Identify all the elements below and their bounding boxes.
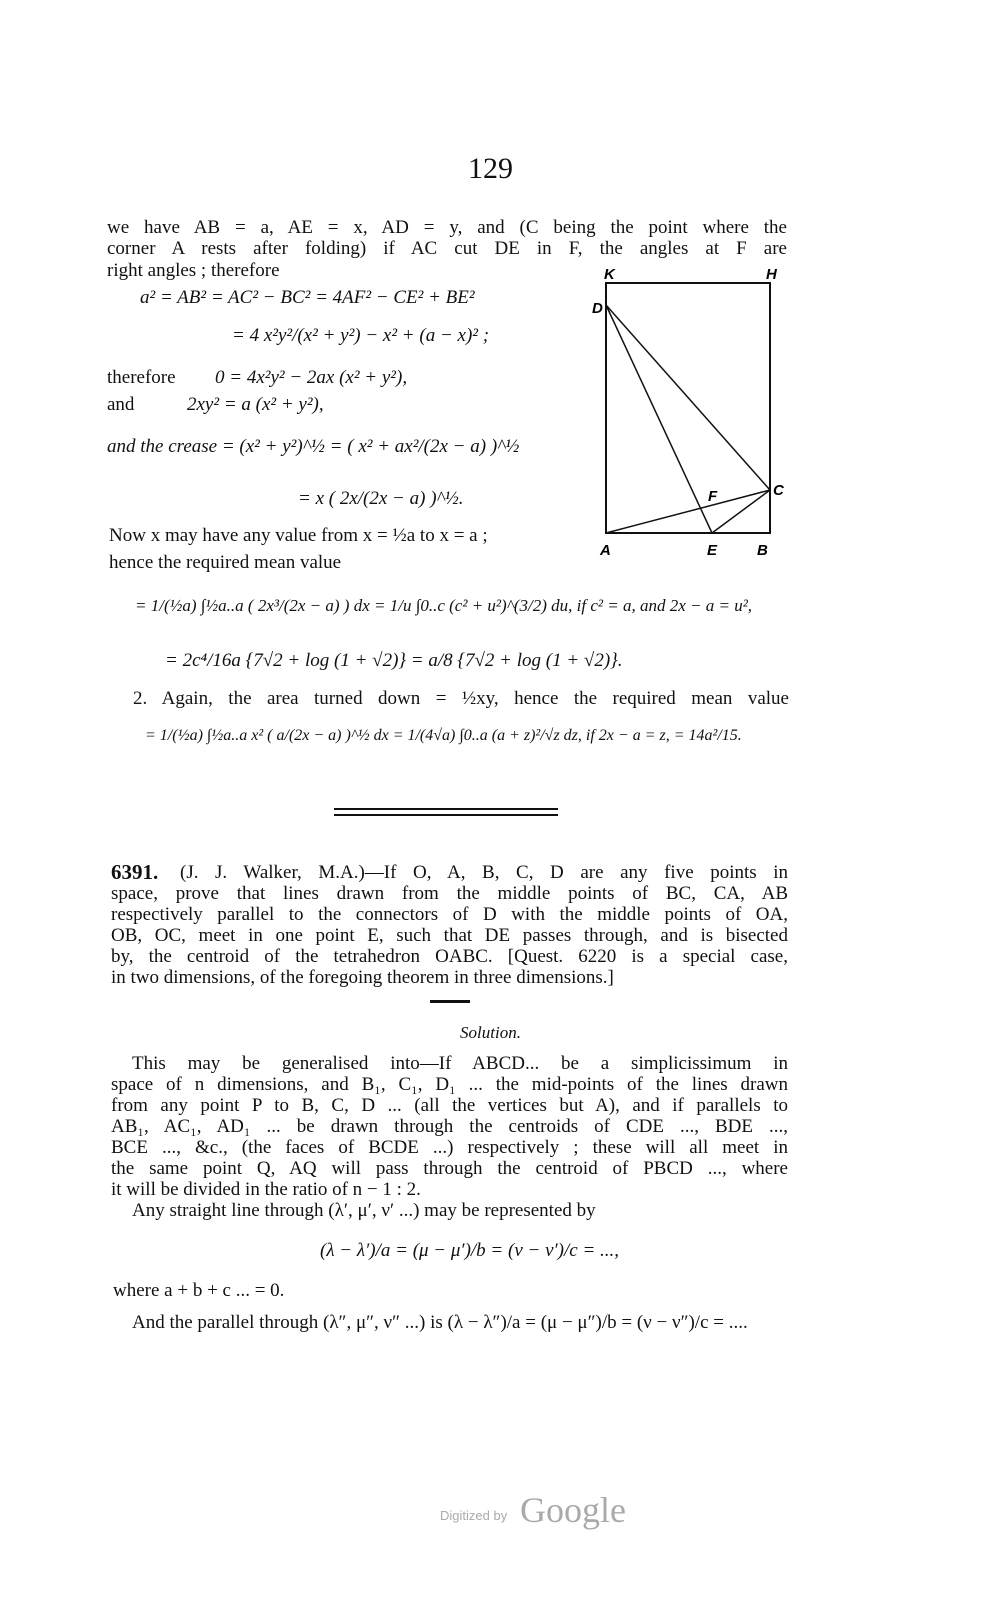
label-K: K	[604, 266, 615, 283]
text-line: corner A rests after folding) if AC cut DE in F, the angles at F are	[107, 238, 787, 259]
question-number: 6391.	[111, 860, 159, 884]
folding-diagram	[590, 265, 790, 560]
text-line: OB, OC, meet in one point E, such that DE passes through, and is bisected	[111, 925, 788, 946]
text-line: right angles ; therefore	[107, 260, 280, 281]
text-line: This may be generalised into—If ABCD... be a simplicissimum in	[132, 1053, 788, 1074]
text-line: space, prove that lines drawn from the middle points of BC, CA, AB	[111, 883, 788, 904]
line-DC	[606, 305, 770, 490]
equation: = 1/(½a) ∫½a..a x² ( a/(2x − a) )^½ dx = 1/(4√a) ∫0..a (a + z)²/√z dz, if 2x − a = z, = 14a²/15.	[145, 727, 742, 744]
label-F: F	[708, 488, 718, 505]
equation: 0 = 4x²y² − 2ax (x² + y²),	[215, 367, 408, 388]
equation: = 2c⁴/16a {7√2 + log (1 + √2)} = a/8 {7√2 + log (1 + √2)}.	[165, 650, 623, 671]
text-line: we have AB = a, AE = x, AD = y, and (C being the point where the	[107, 217, 787, 238]
label-D: D	[592, 300, 603, 317]
watermark-prefix: Digitized by	[440, 1508, 508, 1523]
equation: = 1/(½a) ∫½a..a ( 2x³/(2x − a) ) dx = 1/u ∫0..c (c² + u²)^(3/2) du, if c² = a, and 2x − a = u²,	[135, 596, 753, 615]
text-line: BCE ..., &c., (the faces of BCDE ...) respectively ; these will all meet in	[111, 1137, 788, 1158]
text-line: in two dimensions, of the foregoing theorem in three dimensions.]	[111, 967, 614, 988]
text-label: therefore	[107, 367, 176, 388]
text-line: space of n dimensions, and B₁, C₁, D₁ ... the mid-points of the lines drawn	[111, 1074, 788, 1095]
equation: a² = AB² = AC² − BC² = 4AF² − CE² + BE²	[140, 287, 475, 308]
text-line: Now x may have any value from x = ½a to x = a ;	[109, 525, 488, 546]
text-line: where a + b + c ... = 0.	[113, 1280, 285, 1301]
equation: (λ − λ′)/a = (μ − μ′)/b = (ν − ν′)/c = ...,	[320, 1240, 620, 1261]
equation: = x ( 2x/(2x − a) )^½.	[298, 488, 464, 509]
section-divider	[334, 808, 558, 810]
equation: = 4 x²y²/(x² + y²) − x² + (a − x)² ;	[232, 325, 490, 346]
text-line: from any point P to B, C, D ... (all the vertices but A), and if parallels to	[111, 1095, 788, 1116]
text-label: and	[107, 394, 135, 415]
section-divider	[334, 814, 558, 816]
label-A: A	[600, 542, 611, 559]
label-B: B	[757, 542, 768, 559]
solution-heading: Solution.	[460, 1023, 521, 1042]
text-line: hence the required mean value	[109, 552, 342, 573]
equation: and the crease = (x² + y²)^½ = ( x² + ax²/(2x − a) )^½	[107, 436, 520, 457]
page-number: 129	[468, 152, 513, 185]
text-line: (J. J. Walker, M.A.)—If O, A, B, C, D are any five points in	[180, 862, 788, 883]
text-line: respectively parallel to the connectors of D with the middle points of OA,	[111, 904, 788, 925]
text-line: And the parallel through (λ″, μ″, ν″ ...) is (λ − λ″)/a = (μ − μ″)/b = (ν − ν″)/c = ....	[132, 1312, 748, 1333]
label-H: H	[766, 266, 777, 283]
rectangle	[606, 283, 770, 533]
label-C: C	[773, 482, 784, 499]
text-line: 2. Again, the area turned down = ½xy, hence the required mean value	[133, 688, 789, 709]
google-logo: Google	[520, 1490, 626, 1530]
text-line: Any straight line through (λ′, μ′, ν′ ...) may be represented by	[132, 1200, 596, 1221]
text-line: the same point Q, AQ will pass through the centroid of PBCD ..., where	[111, 1158, 788, 1179]
short-divider	[430, 1000, 470, 1003]
text-line: by, the centroid of the tetrahedron OABC. [Quest. 6220 is a special case,	[111, 946, 788, 967]
line-AC	[606, 490, 770, 533]
line-CE	[712, 490, 770, 533]
label-E: E	[707, 542, 718, 559]
equation: 2xy² = a (x² + y²),	[187, 394, 324, 415]
text-line: AB₁, AC₁, AD₁ ... be drawn through the centroids of CDE ..., BDE ...,	[111, 1116, 788, 1137]
line-DE	[606, 305, 712, 533]
text-line: it will be divided in the ratio of n − 1 : 2.	[111, 1179, 421, 1200]
